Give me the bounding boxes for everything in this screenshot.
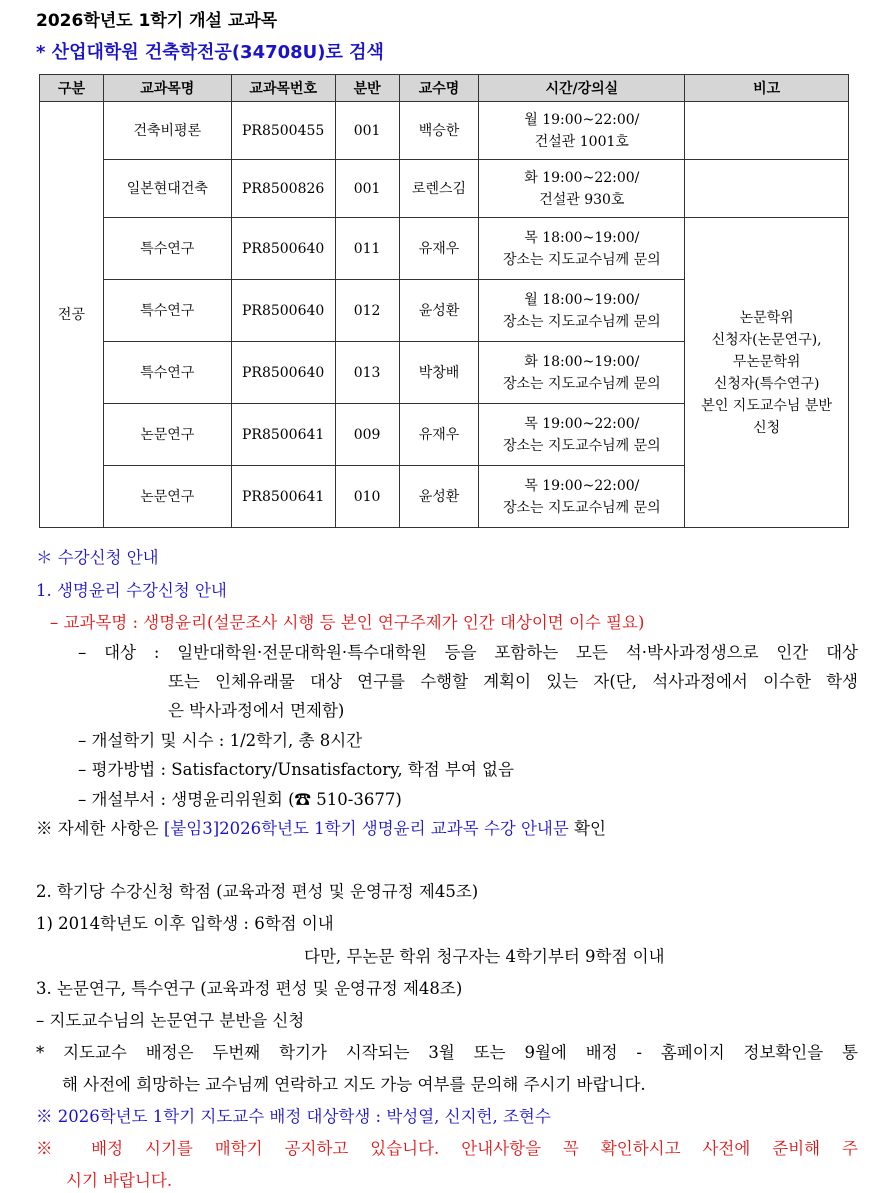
time: 화 18:00~19:00/ — [524, 353, 640, 370]
room: 장소는 지도교수님께 문의 — [503, 437, 661, 454]
detail-prefix: ※ 자세한 사항은 — [36, 819, 164, 838]
course-code: PR8500641 — [231, 404, 335, 466]
section: 012 — [335, 280, 399, 342]
bioethics-detail — [36, 815, 606, 839]
advisor-assignment-line-2: 해 사전에 희망하는 교수님께 연락하고 지도 가능 여부를 문의해 주시기 바랍니다. — [62, 1075, 646, 1094]
room: 장소는 지도교수님께 문의 — [503, 313, 661, 330]
professor: 유재우 — [399, 404, 479, 466]
notes-heading: ＊ 수강신청 안내 — [36, 548, 159, 567]
time: 목 18:00~19:00/ — [524, 229, 640, 246]
time-room — [479, 160, 685, 218]
time-room — [479, 466, 685, 528]
attachment-link[interactable]: [붙임3]2026학년도 1학기 생명윤리 교과목 수강 안내문 — [163, 819, 569, 838]
remark-line: 무논문학위 — [732, 353, 801, 370]
section: 013 — [335, 342, 399, 404]
time: 목 19:00~22:00/ — [524, 415, 640, 432]
course-name: 특수연구 — [103, 218, 231, 280]
bioethics-department: – 개설부서 : 생명윤리위원회 (☎ 510-3677) — [78, 790, 402, 809]
table-row — [40, 102, 849, 160]
course-name: 특수연구 — [103, 280, 231, 342]
time-room — [479, 102, 685, 160]
header-course-name: 교과목명 — [103, 75, 231, 102]
bioethics-evaluation: – 평가방법 : Satisfactory/Unsatisfactory, 학점 부여 없음 — [78, 760, 514, 779]
remark-empty — [685, 160, 849, 218]
professor: 박창배 — [399, 342, 479, 404]
bioethics-target-line-3: 은 박사과정에서 면제함) — [168, 701, 345, 720]
section-1-title: 1. 생명윤리 수강신청 안내 — [36, 581, 227, 600]
course-code: PR8500640 — [231, 218, 335, 280]
remark-line: 논문학위 — [739, 309, 794, 326]
section: 001 — [335, 160, 399, 218]
room: 건설관 930호 — [539, 191, 625, 208]
professor: 로렌스김 — [399, 160, 479, 218]
section-2-title: 2. 학기당 수강신청 학점 (교육과정 편성 및 운영규정 제45조) — [36, 882, 479, 901]
room: 장소는 지도교수님께 문의 — [503, 375, 661, 392]
page-title: 2026학년도 1학기 개설 교과목 — [36, 11, 278, 31]
credit-limit: 1) 2014학년도 이후 입학생 : 6학점 이내 — [36, 914, 334, 933]
course-code: PR8500640 — [231, 342, 335, 404]
course-name: 건축비평론 — [103, 102, 231, 160]
remark-line: 신청자(논문연구), — [711, 331, 822, 348]
time: 월 19:00~22:00/ — [524, 111, 640, 128]
bioethics-target-line-1: – 대상 : 일반대학원·전문대학원·특수대학원 등을 포함하는 모든 석·박사과정생으로 인간 대상 — [78, 643, 858, 662]
category-cell: 전공 — [40, 102, 104, 528]
section: 001 — [335, 102, 399, 160]
time-room — [479, 218, 685, 280]
header-professor: 교수명 — [399, 75, 479, 102]
remark-line: 본인 지도교수님 분반 — [701, 397, 832, 414]
remark-empty — [685, 102, 849, 160]
room: 건설관 1001호 — [534, 133, 629, 150]
remark-line: 신청자(특수연구) — [713, 375, 820, 392]
search-instruction: * 산업대학원 건축학전공(34708U)로 검색 — [36, 42, 384, 63]
advisor-section-note: – 지도교수님의 논문연구 분반을 신청 — [36, 1011, 305, 1030]
professor: 윤성환 — [399, 466, 479, 528]
table-row — [40, 218, 849, 280]
course-name: 일본현대건축 — [103, 160, 231, 218]
course-name: 특수연구 — [103, 342, 231, 404]
remarks-cell — [685, 218, 849, 528]
section: 011 — [335, 218, 399, 280]
advisor-assignment-line-1: * 지도교수 배정은 두번째 학기가 시작되는 3월 또는 9월에 배정 - 홈페이지 정보확인을 통 — [36, 1043, 858, 1062]
header-course-code: 교과목번호 — [231, 75, 335, 102]
remark-line: 신청 — [753, 419, 781, 436]
professor: 백승한 — [399, 102, 479, 160]
course-table — [39, 74, 849, 528]
bioethics-course-note: – 교과목명 : 생명윤리(설문조사 시행 등 본인 연구주제가 인간 대상이면 이수 필요) — [50, 613, 645, 632]
course-code: PR8500826 — [231, 160, 335, 218]
course-name: 논문연구 — [103, 466, 231, 528]
header-category: 구분 — [40, 75, 104, 102]
header-time-room: 시간/강의실 — [479, 75, 685, 102]
time-room — [479, 280, 685, 342]
section: 009 — [335, 404, 399, 466]
time: 월 18:00~19:00/ — [524, 291, 640, 308]
table-header-row — [40, 75, 849, 102]
schedule-notice-line-2: 시기 바랍니다. — [66, 1171, 173, 1190]
time: 목 19:00~22:00/ — [524, 477, 640, 494]
table-row — [40, 160, 849, 218]
professor: 윤성환 — [399, 280, 479, 342]
room: 장소는 지도교수님께 문의 — [503, 499, 661, 516]
schedule-notice-line-1: ※ 배정 시기를 매학기 공지하고 있습니다. 안내사항을 꼭 확인하시고 사전에 준비해 주 — [36, 1139, 858, 1158]
course-name: 논문연구 — [103, 404, 231, 466]
course-code: PR8500455 — [231, 102, 335, 160]
header-section: 분반 — [335, 75, 399, 102]
section: 010 — [335, 466, 399, 528]
credit-limit-exception: 다만, 무논문 학위 청구자는 4학기부터 9학점 이내 — [304, 947, 665, 966]
room: 장소는 지도교수님께 문의 — [503, 251, 661, 268]
bioethics-term: – 개설학기 및 시수 : 1/2학기, 총 8시간 — [78, 731, 363, 750]
time-room — [479, 342, 685, 404]
time: 화 19:00~22:00/ — [524, 169, 640, 186]
professor: 유재우 — [399, 218, 479, 280]
detail-suffix: 확인 — [568, 819, 606, 838]
course-code: PR8500641 — [231, 466, 335, 528]
assigned-students: ※ 2026학년도 1학기 지도교수 배정 대상학생 : 박성열, 신지헌, 조현수 — [36, 1107, 551, 1126]
bioethics-target-line-2: 또는 인체유래물 대상 연구를 수행할 계획이 있는 자(단, 석사과정에서 이수한 학생 — [168, 672, 858, 691]
header-remarks: 비고 — [685, 75, 849, 102]
course-code: PR8500640 — [231, 280, 335, 342]
section-3-title: 3. 논문연구, 특수연구 (교육과정 편성 및 운영규정 제48조) — [36, 979, 463, 998]
time-room — [479, 404, 685, 466]
